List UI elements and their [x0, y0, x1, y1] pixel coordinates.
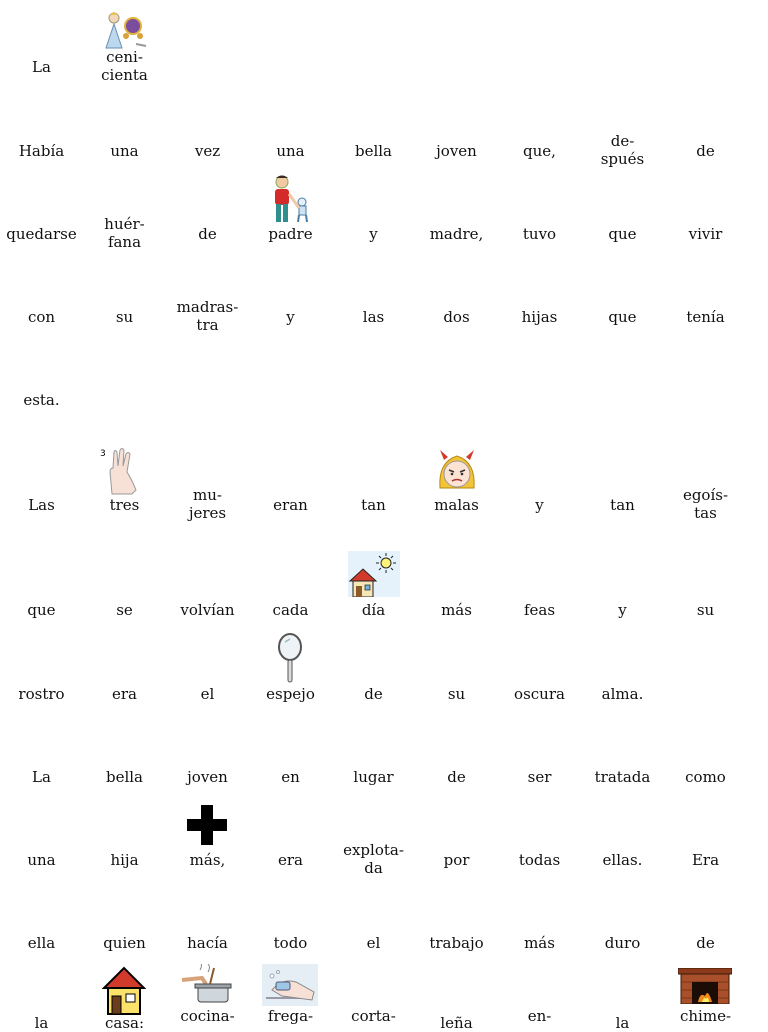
angry-girl-icon — [434, 448, 480, 498]
word: la — [34, 1014, 49, 1032]
word: tres — [109, 496, 140, 514]
house-icon — [102, 966, 146, 1020]
word: que — [27, 601, 56, 619]
word: eran — [273, 496, 308, 514]
word: chime- — [679, 1007, 732, 1025]
word: corta- — [351, 1007, 396, 1025]
word: la — [615, 1014, 630, 1032]
word: joven — [187, 768, 228, 786]
word: como — [685, 768, 726, 786]
word: mu- jeres — [188, 486, 227, 522]
word: hija — [110, 851, 139, 869]
word: el — [366, 934, 381, 952]
word: tenía — [686, 308, 725, 326]
plus-icon — [186, 804, 228, 850]
word: madras- tra — [176, 298, 239, 334]
word: padre — [268, 225, 313, 243]
scrubbing-icon — [262, 964, 318, 1010]
word: en — [281, 768, 300, 786]
word: más, — [189, 851, 226, 869]
word: vivir — [688, 225, 723, 243]
word: oscura — [514, 685, 565, 703]
hand-mirror-icon — [276, 633, 304, 689]
word: de — [696, 142, 715, 160]
word: era — [278, 851, 303, 869]
word: las — [362, 308, 385, 326]
word: una — [110, 142, 139, 160]
word: tuvo — [522, 225, 557, 243]
three-fingers-icon — [98, 446, 144, 500]
word: que — [608, 308, 637, 326]
word: cada — [272, 601, 309, 619]
word: Las — [28, 496, 55, 514]
word: y — [286, 308, 295, 326]
word: de — [447, 768, 466, 786]
fireplace-icon — [678, 968, 732, 1008]
word: y — [369, 225, 378, 243]
word: bella — [105, 768, 144, 786]
word: en- — [527, 1007, 552, 1025]
word: una — [27, 851, 56, 869]
word: y — [618, 601, 627, 619]
word: madre, — [429, 225, 484, 243]
cooking-pot-icon — [180, 964, 234, 1010]
word: hacía — [187, 934, 228, 952]
word: La — [32, 58, 51, 76]
word: huér- fana — [104, 215, 145, 251]
word: por — [443, 851, 470, 869]
word: malas — [434, 496, 479, 514]
word: alma. — [601, 685, 644, 703]
word: que, — [523, 142, 556, 160]
word: y — [535, 496, 544, 514]
word: joven — [436, 142, 477, 160]
word: duro — [604, 934, 641, 952]
word: bella — [354, 142, 393, 160]
word: rostro — [18, 685, 65, 703]
word: explota- da — [343, 841, 404, 877]
word: quien — [103, 934, 146, 952]
word: con — [27, 308, 56, 326]
word: ser — [527, 768, 552, 786]
word: hijas — [521, 308, 558, 326]
word: egoís- tas — [682, 486, 729, 522]
word: era — [112, 685, 137, 703]
word: una — [276, 142, 305, 160]
svg-text:3: 3 — [100, 449, 106, 459]
word: trabajo — [429, 934, 484, 952]
word: tan — [361, 496, 386, 514]
word: lugar — [353, 768, 394, 786]
word: feas — [523, 601, 556, 619]
word: más — [441, 601, 472, 619]
word: todas — [518, 851, 561, 869]
word: La — [32, 768, 51, 786]
cinderella-icon — [96, 6, 154, 54]
word: se — [116, 601, 133, 619]
word: ceni- cienta — [101, 48, 148, 84]
word: Había — [18, 142, 65, 160]
word: el — [200, 685, 215, 703]
word: su — [696, 601, 715, 619]
word: de — [364, 685, 383, 703]
word: ella — [27, 934, 56, 952]
word: de — [198, 225, 217, 243]
word: quedarse — [6, 225, 77, 243]
father-child-icon — [268, 174, 312, 228]
word: ellas. — [602, 851, 643, 869]
word: casa: — [104, 1014, 145, 1032]
word: de — [696, 934, 715, 952]
word: de- spués — [600, 132, 645, 168]
word: tratada — [594, 768, 651, 786]
word: día — [361, 601, 386, 619]
word: su — [115, 308, 134, 326]
word: dos — [443, 308, 470, 326]
word: leña — [440, 1014, 473, 1032]
word: espejo — [266, 685, 315, 703]
word: Era — [691, 851, 720, 869]
word: frega- — [267, 1007, 314, 1025]
word: cocina- — [180, 1007, 235, 1025]
word: esta. — [23, 391, 60, 409]
word: más — [524, 934, 555, 952]
word: todo — [273, 934, 308, 952]
word: tan — [610, 496, 635, 514]
word: volvían — [180, 601, 235, 619]
house-sun-icon — [348, 551, 400, 601]
word: su — [447, 685, 466, 703]
word: vez — [194, 142, 221, 160]
word: que — [608, 225, 637, 243]
